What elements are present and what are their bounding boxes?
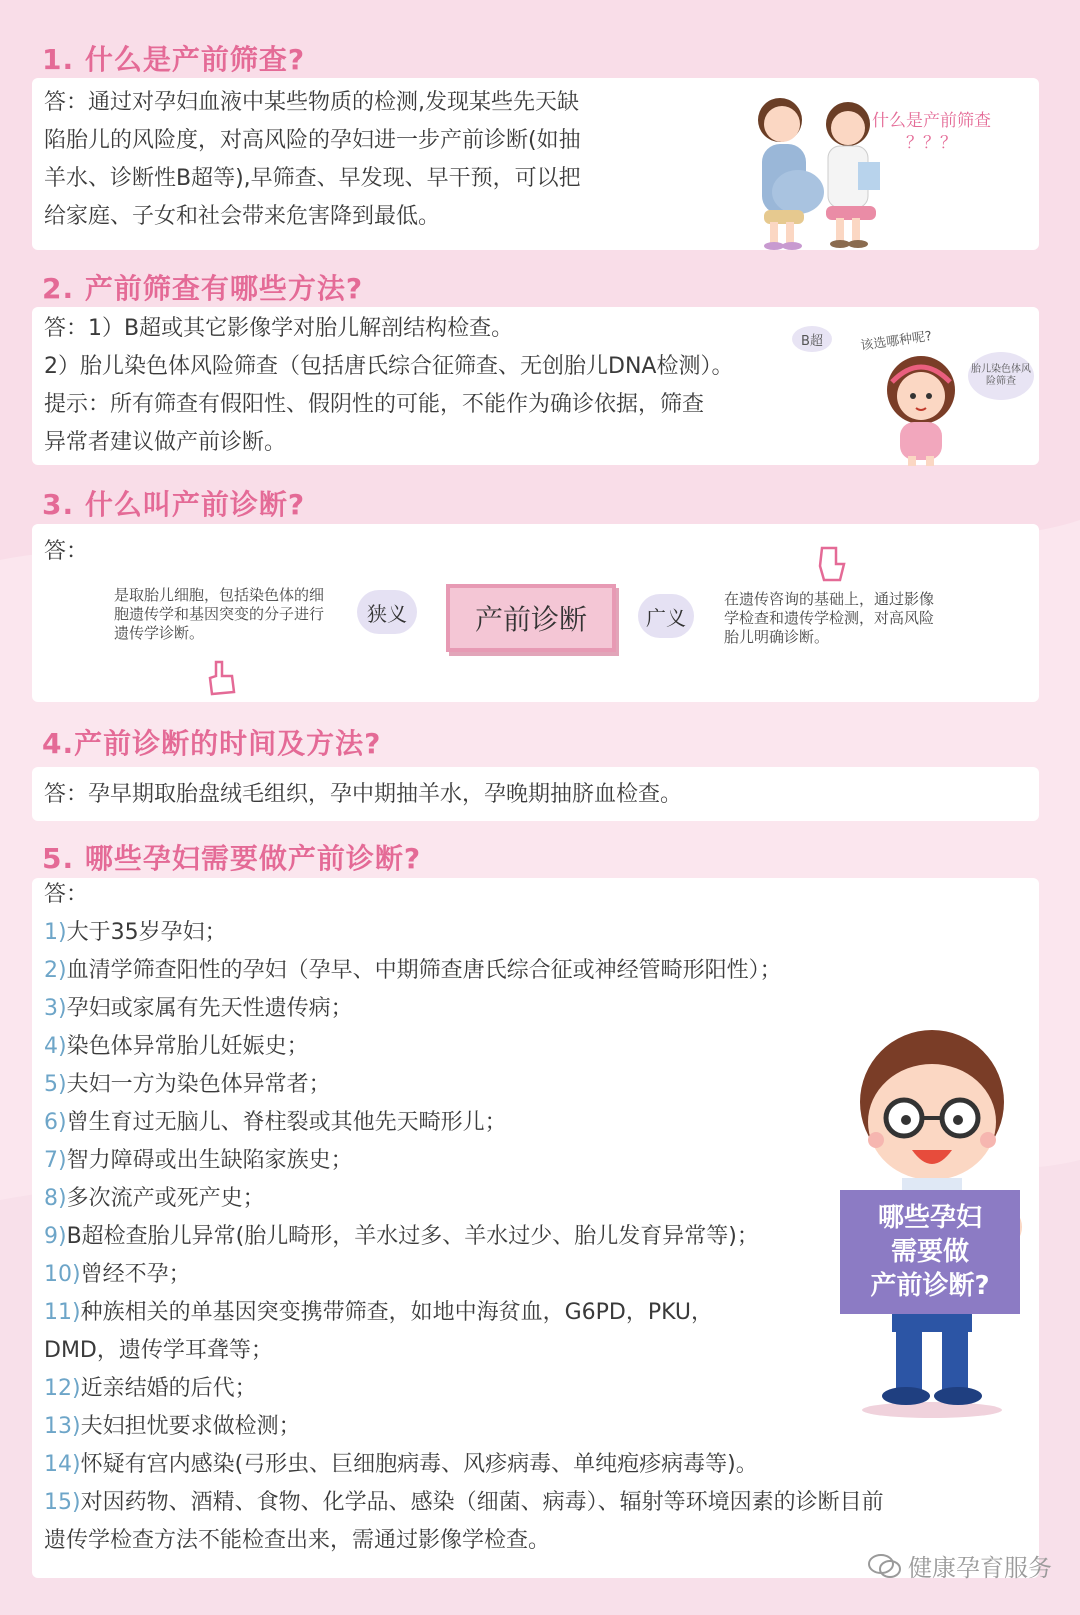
list-item-text: 曾生育过无脑儿、脊柱裂或其他先天畸形儿； (66, 1110, 507, 1135)
narrow-definition-text: 是取胎儿细胞，包括染色体的细胞遗传学和基因突变的分子进行遗传学诊断。 (114, 586, 325, 642)
list-item (44, 1522, 884, 1560)
section-2-answer (44, 310, 733, 462)
section-3-title: 3. 什么叫产前诊断? (42, 488, 306, 521)
list-item-text: B超检查胎儿异常(胎儿畸形，羊水过多、羊水过少、胎儿发育异常等)； (66, 1224, 759, 1249)
list-item-number: 7) (44, 1148, 67, 1173)
pointing-hand-up-icon (204, 658, 240, 698)
pointing-hand-down-icon (814, 544, 850, 584)
list-item (44, 1180, 884, 1218)
illustration-question-marks: ？？？ (906, 133, 957, 153)
sign-line: 需要做 (890, 1237, 969, 1267)
list-item (44, 1142, 884, 1180)
thinking-woman-illustration (876, 352, 966, 472)
list-item-text: 大于35岁孕妇； (66, 920, 227, 945)
list-item-number: 15) (44, 1490, 81, 1515)
list-item-text: 近亲结婚的后代； (80, 1376, 257, 1401)
list-item-text: 曾经不孕； (80, 1262, 191, 1287)
watermark-text: 健康孕育服务 (908, 1554, 1052, 1582)
bubble-risk-screening: 胎儿染色体风险筛查 (968, 352, 1034, 400)
text-line: 2）胎儿染色体风险筛查（包括唐氏综合征筛查、无创胎儿DNA检测）。 (44, 354, 734, 379)
list-item-text: 孕妇或家属有先天性遗传病； (66, 996, 353, 1021)
list-item (44, 914, 884, 952)
list-item-text: 怀疑有宫内感染(弓形虫、巨细胞病毒、风疹病毒、单纯疱疹病毒等)。 (80, 1452, 758, 1477)
list-item (44, 1332, 884, 1370)
text-line: 答：孕早期取胎盘绒毛组织，孕中期抽羊水，孕晚期抽脐血检查。 (44, 782, 683, 807)
list-item (44, 1104, 884, 1142)
text-line: 异常者建议做产前诊断。 (44, 430, 287, 455)
list-item-text: 种族相关的单基因突变携带筛查，如地中海贫血，G6PD，PKU， (80, 1300, 714, 1325)
section-5-list (44, 914, 884, 1560)
list-item-number: 6) (44, 1110, 67, 1135)
list-item-text: 血清学筛查阳性的孕妇（孕早、中期筛查唐氏综合征或神经管畸形阳性）； (66, 958, 782, 983)
pregnant-woman-illustration (740, 92, 890, 252)
list-item-number: 12) (44, 1376, 81, 1401)
wechat-icon (868, 1553, 902, 1579)
list-item (44, 1256, 884, 1294)
list-item-number: 5) (44, 1072, 67, 1097)
section-5-title: 5. 哪些孕妇需要做产前诊断? (42, 842, 422, 875)
list-item-number: 4) (44, 1034, 67, 1059)
section-2-title: 2. 产前筛查有哪些方法? (42, 272, 364, 305)
text-line: 羊水、诊断性B超等),早筛查、早发现、早干预，可以把 (44, 166, 581, 191)
list-item (44, 1484, 884, 1522)
list-item-text: 染色体异常胎儿妊娠史； (66, 1034, 309, 1059)
list-item-text: 夫妇一方为染色体异常者； (66, 1072, 331, 1097)
list-item (44, 1446, 884, 1484)
text-line: 陷胎儿的风险度，对高风险的孕妇进一步产前诊断(如抽 (44, 128, 581, 153)
sign-line: 哪些孕妇 (877, 1203, 982, 1233)
list-item-text: 多次流产或死产史； (66, 1186, 265, 1211)
list-item-number: 13) (44, 1414, 81, 1439)
list-item-number: 14) (44, 1452, 81, 1477)
illustration-question (872, 110, 991, 154)
list-item-number: 10) (44, 1262, 81, 1287)
text-line: 提示：所有筛查有假阳性、假阴性的可能，不能作为确诊依据，筛查 (44, 392, 705, 417)
list-item-text: 对因药物、酒精、食物、化学品、感染（细菌、病毒）、辐射等环境因素的诊断目前 (80, 1490, 884, 1515)
section-4-title: 4.产前诊断的时间及方法? (42, 727, 382, 760)
broad-definition-badge: 广义 (638, 594, 694, 638)
list-item (44, 1370, 884, 1408)
section-3-answer-label: 答： (44, 539, 89, 564)
list-item-text: DMD，遗传学耳聋等； (44, 1338, 273, 1363)
prenatal-diagnosis-box: 产前诊断 (446, 584, 616, 652)
list-item (44, 1066, 884, 1104)
section-1-title: 1. 什么是产前筛查? (42, 43, 306, 76)
list-item-text: 遗传学检查方法不能检查出来，需通过影像学检查。 (44, 1528, 551, 1553)
list-item (44, 1294, 884, 1332)
text-line: 答：通过对孕妇血液中某些物质的检测,发现某些先天缺 (44, 90, 579, 115)
list-item-number: 11) (44, 1300, 81, 1325)
list-item (44, 1218, 884, 1256)
text-line: 答：1）B超或其它影像学对胎儿解剖结构检查。 (44, 316, 514, 341)
list-item-number: 9) (44, 1224, 67, 1249)
list-item (44, 1028, 884, 1066)
bubble-b-ultrasound: B超 (792, 326, 832, 352)
watermark (868, 1548, 1052, 1583)
bubble-choose: 该选哪种呢? (859, 329, 933, 354)
sign-line: 产前诊断? (870, 1271, 990, 1301)
list-item-text: 智力障碍或出生缺陷家族史； (66, 1148, 353, 1173)
narrow-definition-badge: 狭义 (357, 590, 417, 634)
section-5-answer-label: 答： (44, 882, 89, 907)
list-item (44, 952, 884, 990)
list-item (44, 990, 884, 1028)
section-1-answer (44, 84, 581, 236)
broad-definition-text: 在遗传咨询的基础上，通过影像学检查和遗传学检测，对高风险胎儿明确诊断。 (724, 590, 935, 646)
text-line: 给家庭、子女和社会带来危害降到最低。 (44, 204, 441, 229)
list-item-number: 8) (44, 1186, 67, 1211)
section-4-answer (44, 776, 682, 814)
list-item-number: 2) (44, 958, 67, 983)
list-item-number: 1) (44, 920, 67, 945)
list-item (44, 1408, 884, 1446)
list-item-number: 3) (44, 996, 67, 1021)
illustration-question-text: 什么是产前筛查 (872, 111, 991, 131)
list-item-text: 夫妇担忧要求做检测； (80, 1414, 301, 1439)
question-sign (840, 1190, 1020, 1314)
